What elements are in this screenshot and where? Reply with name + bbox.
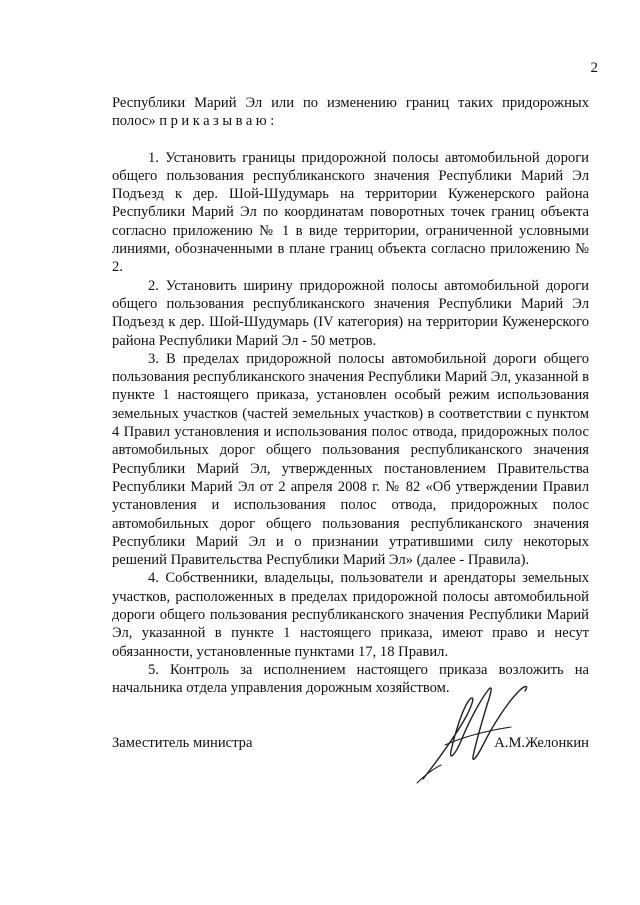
intro-paragraph	[112, 94, 589, 131]
paragraph-5: 5. Контроль за исполнением настоящего приказа возложить на начальника отдела управления дорожным хозяйством.	[112, 661, 589, 697]
paragraph-2: 2. Установить ширину придорожной полосы автомобильной дороги общего пользования республиканского значения Республики Марий Эл Подъезд к дер. Шой-Шудумарь (IV категория) на территории Куженерского района Республики Марий Эл - 50 метров.	[112, 277, 589, 349]
signature-block	[112, 727, 589, 757]
paragraph-1: 1. Установить границы придорожной полосы автомобильной дороги общего пользования республиканского значения Республики Марий Эл Подъезд к дер. Шой-Шудумарь на территории Куженерского района Республики Марий Эл по координатам поворотных точек границ объекта согласно приложению № 1 в виде территории, ограниченной условными линиями, обозначенными в плане границ объекта согласно приложению № 2.	[112, 149, 589, 276]
order-word: приказываю:	[159, 113, 278, 130]
signer-name: А.М.Желонкин	[494, 735, 589, 751]
document-body	[112, 94, 589, 698]
signatory-position: Заместитель министра	[112, 735, 253, 751]
handwritten-signature-icon	[415, 675, 535, 785]
intro-text: Республики Марий Эл или по изменению границ таких придорожных полос»	[112, 95, 589, 130]
page-number: 2	[590, 60, 598, 76]
paragraph-3: 3. В пределах придорожной полосы автомобильной дороги общего пользования республиканского значения Республики Марий Эл, указанной в пункте 1 настоящего приказа, установлен особый режим использования земельных участков (частей земельных участков) в соответствии с пунктом 4 Правил установления и использования полос отвода, придорожных полос автомобильных дорог общего пользования республиканского значения Республики Марий Эл, утвержденных постановлением Правительства Республики Марий Эл от 2 апреля 2008 г. № 82 «Об утверждении Правил установления и использования полос отвода, придорожных полос автомобильных дорог общего пользования республиканского значения Республики Марий Эл и о признании утратившими силу некоторых решений Правительства Республики Марий Эл» (далее - Правила).	[112, 350, 589, 569]
paragraph-4: 4. Собственники, владельцы, пользователи и арендаторы земельных участков, расположенных в пределах придорожной полосы автомобильной дороги общего пользования республиканского значения Республики Марий Эл, указанной в пункте 1 настоящего приказа, имеют право и несут обязанности, установленные пунктами 17, 18 Правил.	[112, 570, 589, 660]
